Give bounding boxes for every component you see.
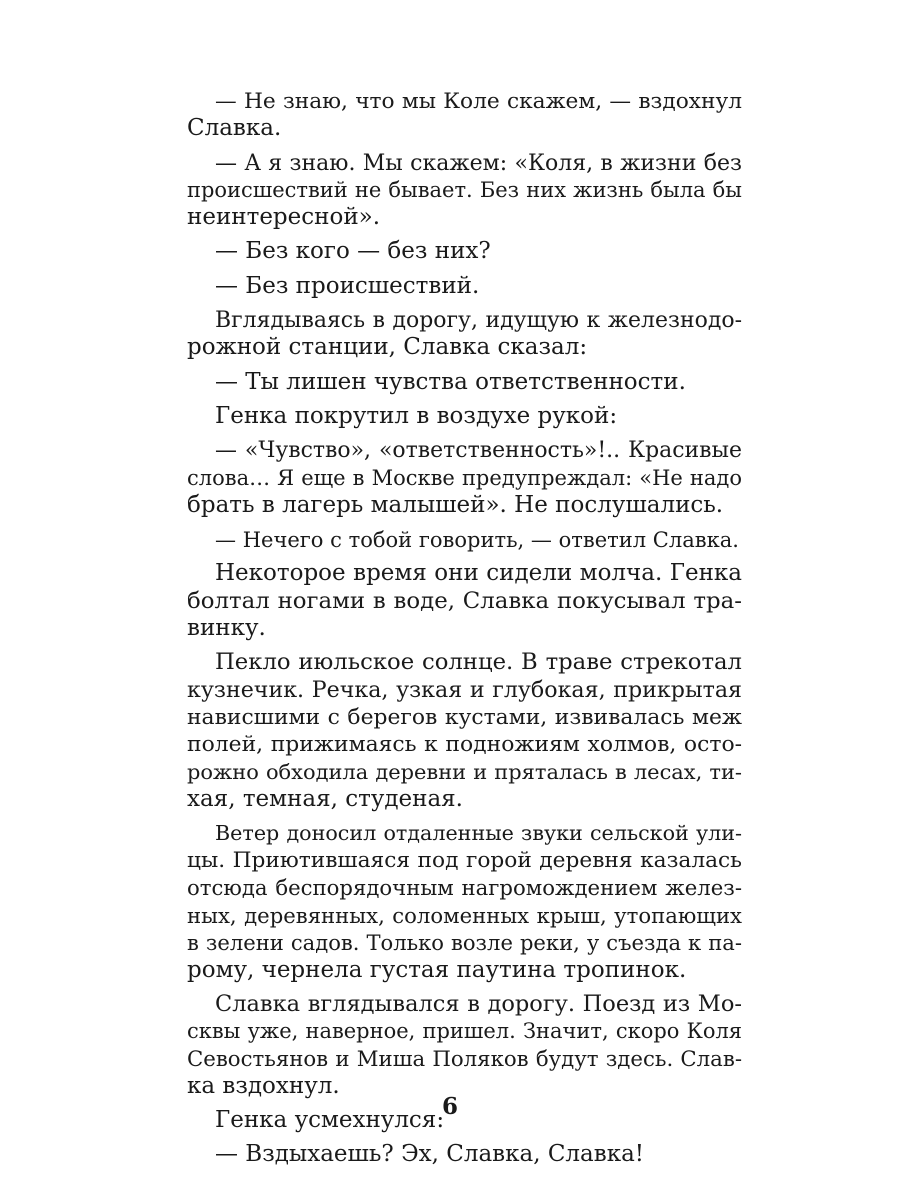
text-line: неинтересной». [187,204,381,231]
text-line: винку. [187,615,266,642]
paragraph [187,238,742,265]
text-line: — Вздыхаешь? Эх, Славка, Славка! [215,1141,645,1168]
text-line: брать в лагерь малышей». Не послушались. [187,491,724,518]
paragraph [187,307,742,362]
text-line: — Ты лишен чувства ответственности. [215,368,686,395]
text-line: сквы уже, наверное, пришел. Значит, скоро Коля [187,1019,742,1044]
text-line: нависшими с берегов кустами, извивалась меж [187,704,742,730]
text-line: Генка покрутил в воздухе рукой: [215,402,618,429]
text-line: — «Чувство», «ответственность»!.. Красивые [215,438,742,464]
text-line: — Нечего с тобой говорить, — ответил Славка. [215,527,739,553]
text-line: кузнечик. Речка, узкая и глубокая, прикрытая [187,676,742,703]
text-line: — Без кого — без них? [215,238,491,265]
text-line: Славка вглядывался в дорогу. Поезд из Мо- [215,990,742,1017]
text-line: слова… Я еще в Москве предупреждал: «Не надо [187,465,742,490]
text-line: Славка. [187,115,282,142]
text-line: хая, темная, студеная. [187,785,463,812]
text-line: полей, прижимаясь к подножиям холмов, осто- [187,732,742,758]
text-line: рожной станции, Славка сказал: [187,334,588,361]
text-line: происшествий не бывает. Без них жизнь была бы [187,177,742,202]
paragraph [187,820,742,984]
text-line: — Не знаю, что мы Коле скажем, — вздохнул [215,89,742,114]
paragraph [187,403,742,430]
paragraph [187,150,742,232]
text-line: отсюда беспорядочным нагромождением желез- [187,875,742,901]
text-line: болтал ногами в воде, Славка покусывал тра- [187,587,742,614]
paragraph [187,560,742,642]
text-line: Вглядываясь в дорогу, идущую к железнодо- [215,308,742,334]
text-line: ка вздохнул. [187,1072,340,1099]
page-number: 6 [441,1093,458,1120]
page-body [187,88,742,1169]
paragraph [187,88,742,143]
text-line: — Без происшествий. [215,272,480,299]
text-line: рожно обходила деревни и пряталась в лесах, ти- [187,759,742,784]
text-line: ных, деревянных, соломенных крыш, утопающих [187,903,742,929]
text-line: Ветер доносил отдаленные звуки сельской ули- [215,821,742,846]
paragraph [187,526,742,553]
paragraph [187,369,742,396]
paragraph [187,437,742,519]
paragraph [187,649,742,813]
text-line: цы. Приютившаяся под горой деревня казалась [187,848,742,874]
text-line: Генка усмехнулся: [215,1107,445,1134]
paragraph [187,273,742,300]
text-line: — А я знаю. Мы скажем: «Коля, в жизни без [215,150,742,176]
text-line: рому, чернела густая паутина тропинок. [187,956,687,983]
text-line: Пекло июльское солнце. В траве стрекотал [215,649,742,676]
text-line: в зелени садов. Только возле реки, у съезда к па- [187,930,742,956]
text-line: Некоторое время они сидели молча. Генка [215,560,742,587]
paragraph [187,991,742,1100]
paragraph [187,1141,742,1168]
text-line: Севостьянов и Миша Поляков будут здесь. Слав- [187,1046,742,1072]
